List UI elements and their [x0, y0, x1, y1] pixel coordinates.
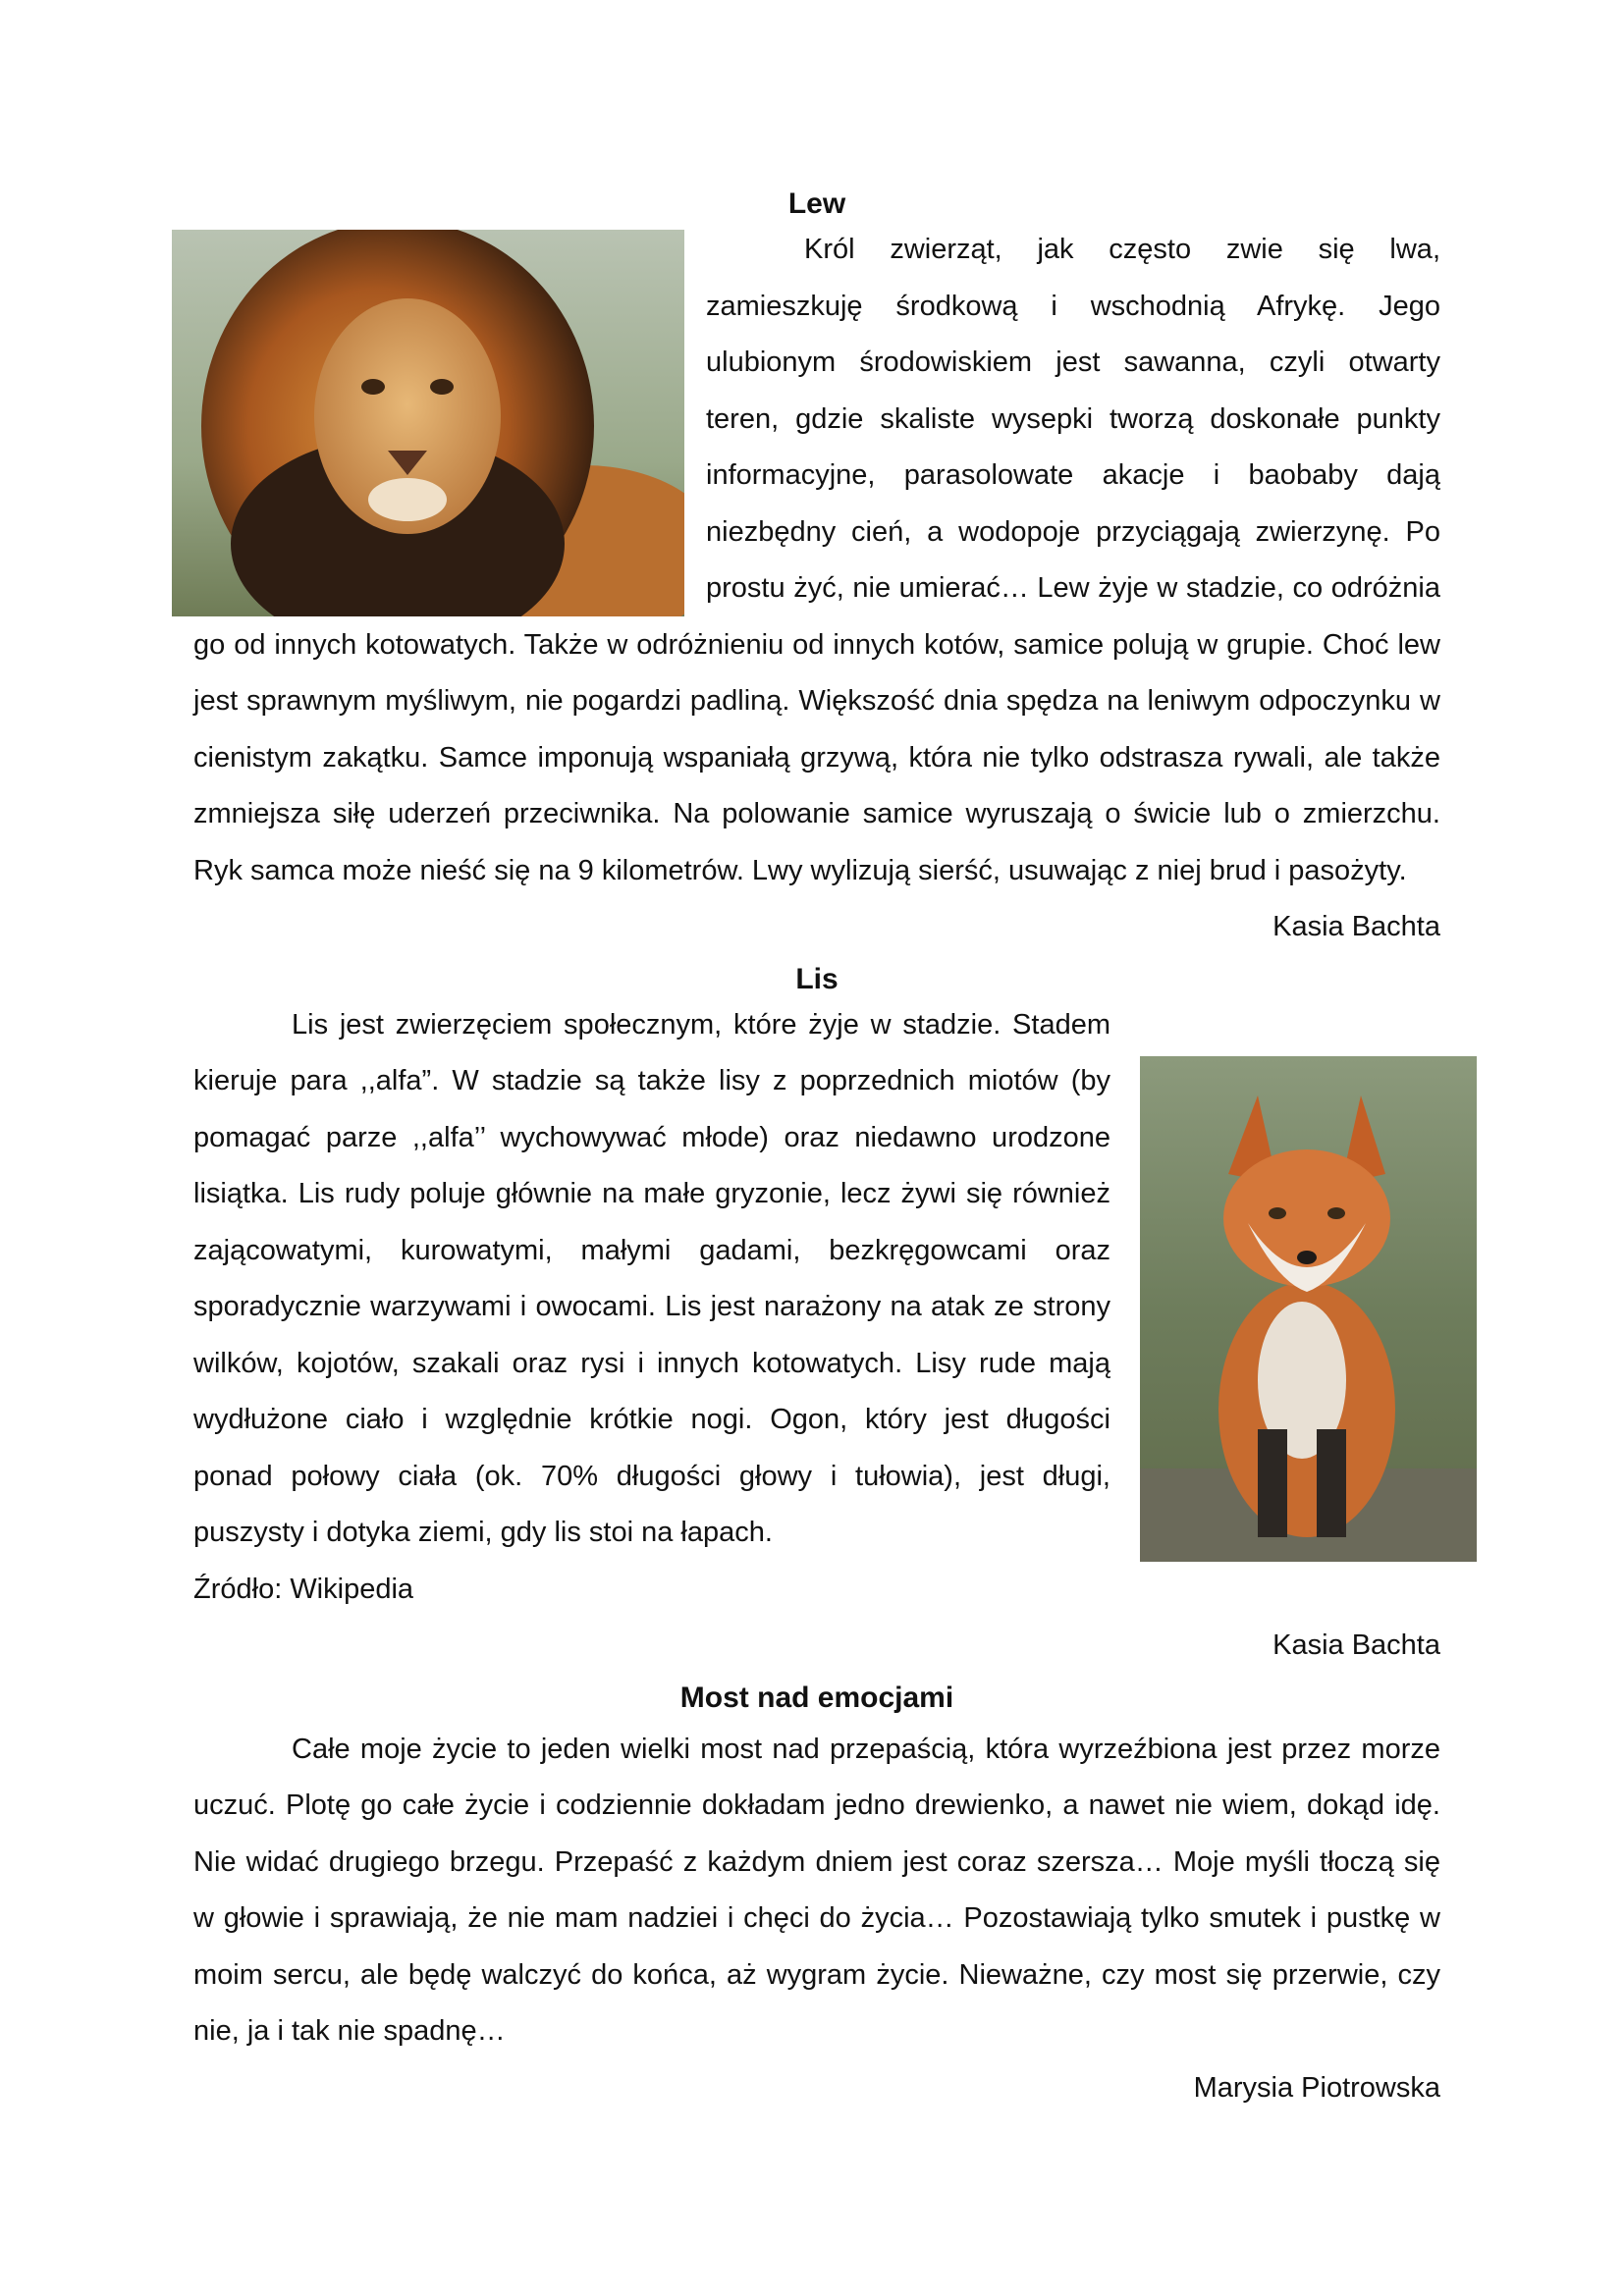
section-title-lew: Lew — [787, 187, 846, 220]
section-most — [193, 1681, 1440, 2117]
author-lis: Kasia Bachta — [1272, 1629, 1440, 1661]
lion-photo — [172, 230, 684, 616]
document-page — [193, 187, 1440, 2116]
section-paragraph-lis: Lis jest zwierzęciem społecznym, które żyje w stadzie. Stadem kieruje para ,,alfa”. W stadzie są także lisy z poprzednich miotów (by pomagać parze ,,alfa’’ wychowywać młode) oraz niedawno urodzone lisiątka. Lis rudy poluje głównie na małe gryzonie, lecz żywi się również zającowatymi, kurowatymi, małymi gadami, bezkręgowcami oraz sporadycznie warzywami i owocami. Lis jest narażony na atak ze strony wilków, kojotów, szakali oraz rysi i innych kotowatych. Lisy rude mają wydłużone ciało i względnie krótkie nogi. Ogon, który jest długości ponad połowy ciała (ok. 70% długości głowy i tułowia), jest długi, puszysty i dotyka ziemi, gdy lis stoi na łapach. — [193, 1008, 1110, 1548]
fox-photo — [1140, 1056, 1477, 1562]
section-lew — [193, 187, 1440, 956]
section-paragraph-most: Całe moje życie to jeden wielki most nad przepaścią, która wyrzeźbiona jest przez morze uczuć. Plotę go całe życie i codziennie dokładam jedno drewienko, a nawet nie wiem, dokąd idę. Nie widać drugiego brzegu. Przepaść z każdym dniem jest coraz szersza… Moje myśli tłoczą się w głowie i sprawiają, że nie mam nadziei i chęci do życia… Pozostawiają tylko smutek i pustkę w moim sercu, ale będę walczyć do końca, aż wygram życie. Nieważne, czy most się przerwie, czy nie, ja i tak nie spadnę… — [193, 1733, 1440, 2047]
lion-illustration — [172, 230, 684, 616]
section-title-lis: Lis — [795, 962, 839, 995]
author-lew: Kasia Bachta — [1272, 911, 1440, 942]
author-most: Marysia Piotrowska — [1193, 2071, 1440, 2104]
section-title-most: Most nad emocjami — [679, 1681, 954, 1714]
fox-illustration — [1140, 1056, 1477, 1562]
section-lis — [193, 962, 1440, 1675]
section-paragraph-lew: Król zwierząt, jak często zwie się lwa, zamieszkuję środkową i wschodnią Afrykę. Jego ulubionym środowiskiem jest sawanna, czyli otwarty teren, gdzie skaliste wysepki tworzą doskonałe punkty informacyjne, parasolowate akacje i baobaby dają niezbędny cień, a wodopoje przyciągają zwierzynę. Po prostu żyć, nie umierać… Lew żyje w stadzie, co odróżnia go od innych kotowatych. Także w odróżnieniu od innych kotów, samice polują w grupie. Choć lew jest sprawnym myśliwym, nie pogardzi padliną. Większość dnia spędza na leniwym odpoczynku w cienistym zakątku. Samce imponują wspaniałą grzywą, która nie tylko odstrasza rywali, ale także zmniejsza siłę uderzeń przeciwnika. Na polowanie samice wyruszają o świcie lub o zmierzchu. Ryk samca może nieść się na 9 kilometrów. Lwy wylizują sierść, usuwając z niej brud i pasożyty. — [193, 234, 1440, 886]
source-lis: Źródło: Wikipedia — [193, 1573, 414, 1605]
